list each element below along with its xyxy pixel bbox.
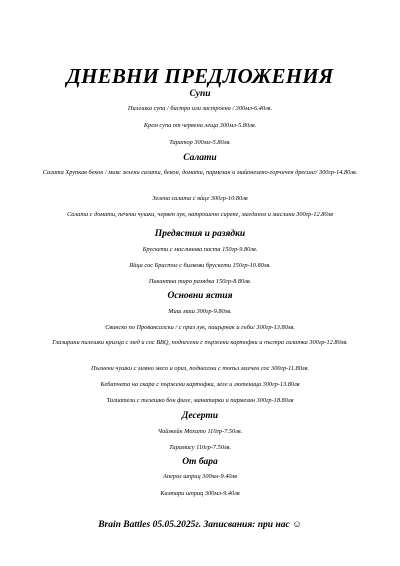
menu-item: Кебапчета на скара с пържени картофки, зеле и лютеница 300гр-13.80лв [100,381,300,388]
menu-item: Глазирани пилешки крилца с мед и сос BBQ, поднесени с пържени картофки и пъстра салатка 300гр-12.80лв. [52,339,348,346]
menu-item: Тирамису 110гр-7.50лв. [169,444,231,451]
menu-item: Яйца сос Бристол с билкови брускети 150гр-10.80лв. [129,262,271,269]
smiley-icon: ☺ [292,520,302,530]
footer-event-line [0,520,400,530]
menu-item: Брускети с маслинова паста 150гр-9.80лв. [142,246,258,253]
section-heading-mains: Основни ястия [167,291,233,301]
menu-item: Пикантна тиро разядка 150гр-8.80лв. [148,278,252,285]
menu-item: Миш маш 300гр-9.80лв. [168,308,232,315]
menu-item: Зелена салата с яйце 300гр-10.80лв [152,195,248,202]
menu-item: Чийзкейк Мохито 110гр-7.50лв. [157,428,243,435]
section-heading-bar: От бара [182,457,218,467]
menu-item: Кампари шприц 300мл-9.40лв [160,490,240,497]
section-heading-soups: Супи [189,89,211,99]
menu-item: Пилешка супа / бистра или застроена / 300мл-6.40лв. [127,105,273,112]
menu-item: Свинско по Провансалски / с праз лук, пащърнак и гъби/ 300гр-13.80лв. [105,324,295,331]
menu-item: Крем супа от червена леща 300мл-5.80лв. [143,122,257,129]
menu-item: Таратор 300мл-5.80лв. [169,139,231,146]
menu-item: Салата Хрупкав бекон / микс зелени салати, бекон, домати, пармезан и майонезено-горчичен дресинг/ 300гр-14.80лв. [42,169,358,176]
menu-item: Салата с домати, печени чушки, червен лук, натрошено сирене, магданоз и маслини 300гр-12.80лв [66,211,334,218]
menu-item: Пълнени чушки с мляно месо и ориз, поднесени с топъл млечен сос 300гр-11.80лв. [91,365,309,372]
section-heading-salads: Салати [183,153,217,163]
section-heading-starters: Предястия и разядки [154,229,246,239]
page-title: ДНЕВНИ ПРЕДЛОЖЕНИЯ [66,64,334,88]
section-heading-desserts: Десерти [181,411,219,421]
menu-item: Аперол шприц 300мл-9.40лв [163,473,237,480]
footer-text: Brain Battles 05.05.2025г. Записвания: при нас [98,520,290,530]
menu-item: Талиатели с телешко бон филе, манатарки и пармезан 300гр-18.80лв [106,397,294,404]
